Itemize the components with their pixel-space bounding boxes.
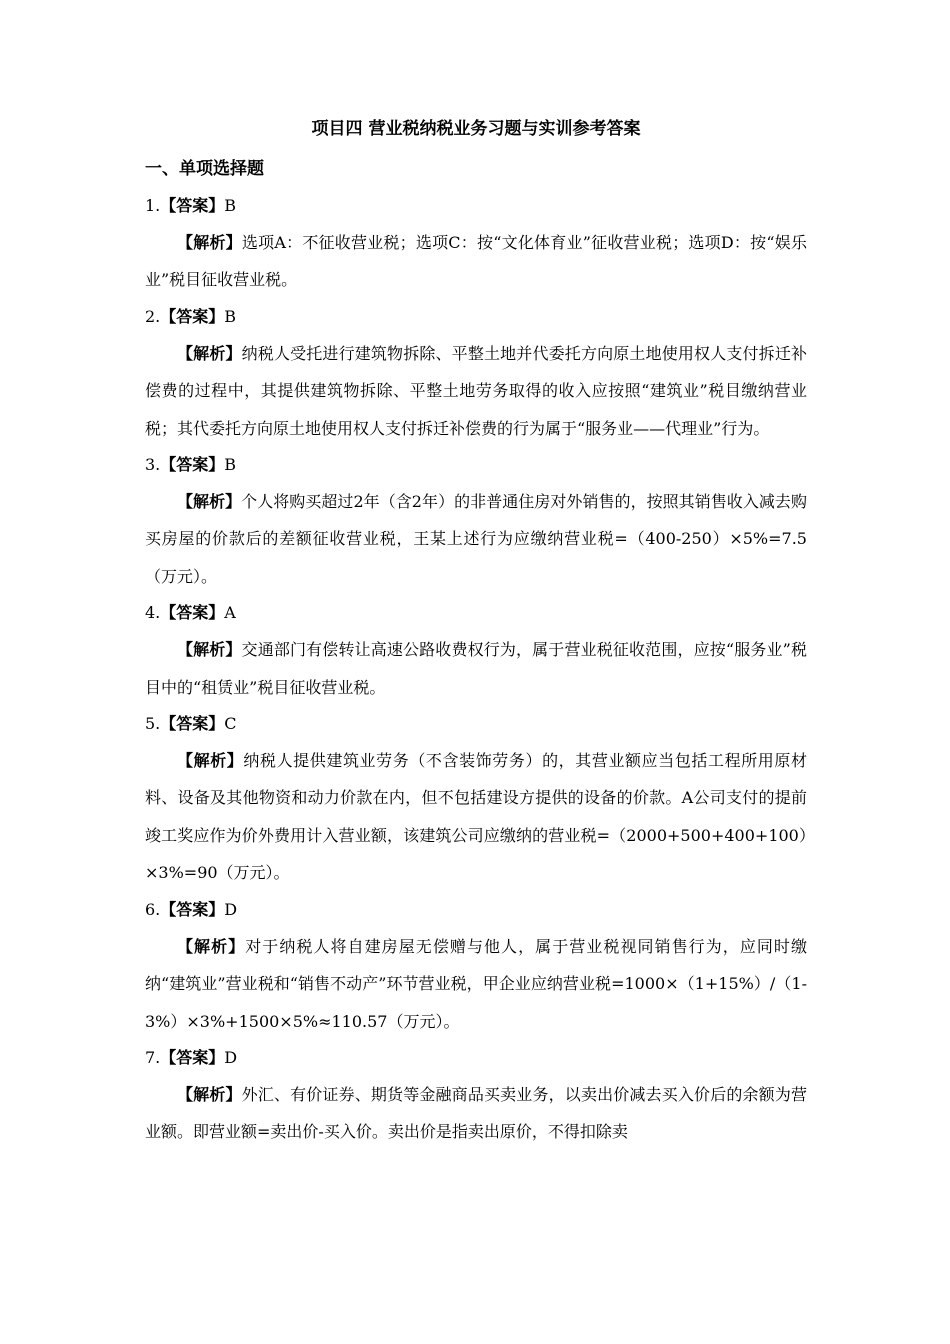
analysis-text: 外汇、有价证券、期货等金融商品买卖业务，以卖出价减去买入价后的余额为营业额。即营业额=卖出价-买入价。卖出价是指卖出原价，不得扣除卖 [145, 1084, 807, 1142]
analysis-tag: 【解析】 [177, 751, 244, 771]
answer-tag: 【答案】 [160, 306, 225, 326]
analysis-text: 对于纳税人将自建房屋无偿赠与他人，属于营业税视同销售行为，应同时缴纳“建筑业”营业税和“销售不动产”环节营业税，甲企业应纳营业税=1000×（1+15%）/（1-3%）×3%+1500×5%≈110.57（万元）。 [145, 936, 807, 1031]
question-number: 1. [145, 196, 161, 215]
answer-tag: 【答案】 [160, 899, 225, 919]
answer-value: A [224, 603, 236, 623]
analysis-tag: 【解析】 [177, 640, 242, 660]
analysis-paragraph [145, 224, 807, 299]
answer-line [145, 711, 807, 737]
answer-line [145, 452, 807, 478]
document-page [145, 116, 807, 1156]
answer-line [145, 304, 807, 330]
answer-line [145, 600, 807, 626]
analysis-paragraph [145, 742, 807, 892]
analysis-tag: 【解析】 [177, 1084, 242, 1104]
question-item-4 [145, 600, 807, 706]
section-heading: 一、单项选择题 [145, 159, 264, 179]
analysis-tag: 【解析】 [177, 936, 246, 956]
analysis-text: 纳税人提供建筑业劳务（不含装饰劳务）的，其营业额应当包括工程所用原材料、设备及其他物资和动力价款在内，但不包括建设方提供的设备的价款。A公司支付的提前竣工奖应作为价外费用计入营业额，该建筑公司应缴纳的营业税=（2000+500+400+100）×3%=90（万元）。 [145, 751, 807, 883]
answer-tag: 【答案】 [160, 455, 225, 475]
analysis-text: 个人将购买超过2年（含2年）的非普通住房对外销售的，按照其销售收入减去购买房屋的价款后的差额征收营业税，王某上述行为应缴纳营业税=（400-250）×5%=7.5（万元）。 [145, 492, 807, 586]
analysis-paragraph [145, 631, 807, 706]
analysis-tag: 【解析】 [177, 233, 242, 252]
answer-tag: 【答案】 [160, 196, 225, 215]
question-number: 4. [145, 603, 161, 623]
answer-line [145, 897, 807, 923]
question-item-5 [145, 711, 807, 892]
question-item-3 [145, 452, 807, 595]
question-number: 2. [145, 306, 161, 326]
question-number: 5. [145, 714, 161, 734]
question-item-7 [145, 1045, 807, 1151]
answer-tag: 【答案】 [160, 714, 225, 734]
analysis-text: 交通部门有偿转让高速公路收费权行为，属于营业税征收范围，应按“服务业”税目中的“租赁业”税目征收营业税。 [145, 640, 807, 697]
question-number: 3. [145, 455, 161, 475]
answer-tag: 【答案】 [160, 603, 225, 623]
analysis-text: 选项A：不征收营业税；选项C：按“文化体育业”征收营业税；选项D：按“娱乐业”税目征收营业税。 [145, 233, 807, 290]
question-item-6 [145, 897, 807, 1040]
answer-value: C [224, 714, 237, 734]
answer-value: B [224, 306, 237, 326]
document-title: 项目四 营业税纳税业务习题与实训参考答案 [311, 119, 641, 139]
analysis-tag: 【解析】 [177, 343, 242, 363]
analysis-paragraph [145, 1076, 807, 1151]
answer-line [145, 1045, 807, 1071]
question-number: 7. [145, 1047, 161, 1067]
analysis-tag: 【解析】 [177, 492, 242, 512]
analysis-text: 纳税人受托进行建筑物拆除、平整土地并代委托方向原土地使用权人支付拆迁补偿费的过程中，其提供建筑物拆除、平整土地劳务取得的收入应按照“建筑业”税目缴纳营业税；其代委托方向原土地使用权人支付拆迁补偿费的行为属于“服务业——代理业”行为。 [145, 343, 807, 438]
answer-value: D [224, 1047, 238, 1067]
answer-tag: 【答案】 [160, 1047, 225, 1067]
question-item-2 [145, 304, 807, 447]
analysis-paragraph [145, 483, 807, 595]
analysis-paragraph [145, 928, 807, 1040]
question-number: 6. [145, 899, 161, 919]
analysis-paragraph [145, 335, 807, 447]
answer-value: B [224, 455, 237, 475]
answer-value: B [224, 196, 237, 215]
answer-line [145, 193, 807, 219]
answer-value: D [224, 899, 238, 919]
question-item-1 [145, 193, 807, 299]
